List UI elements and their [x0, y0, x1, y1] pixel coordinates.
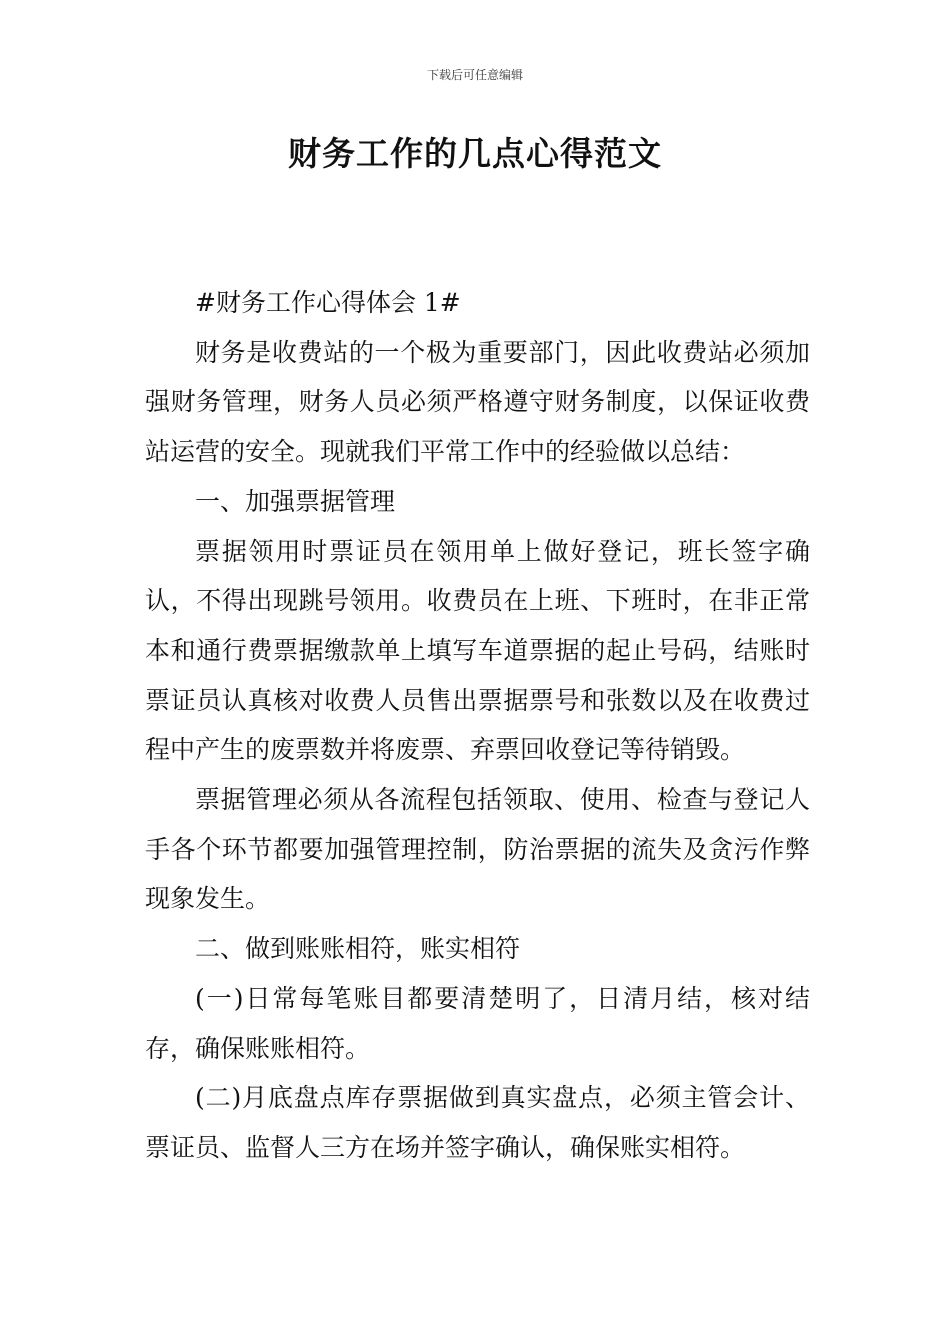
- paragraph: (二)月底盘点库存票据做到真实盘点，必须主管会计、票证员、监督人三方在场并签字确认，确保账实相符。: [145, 1083, 810, 1162]
- paragraph: 票据领用时票证员在领用单上做好登记，班长签字确认，不得出现跳号领用。收费员在上班、下班时，在非正常本和通行费票据缴款单上填写车道票据的起止号码，结账时票证员认真核对收费人员售出票据票号和张数以及在收费过程中产生的废票数并将废票、弃票回收登记等待销毁。: [145, 536, 810, 765]
- paragraph: 财务是收费站的一个极为重要部门，因此收费站必须加强财务管理，财务人员必须严格遵守财务制度，以保证收费站运营的安全。现就我们平常工作中的经验做以总结：: [145, 337, 810, 467]
- paragraph: (一)日常每笔账目都要清楚明了，日清月结，核对结存，确保账账相符。: [145, 983, 810, 1063]
- document-title: 财务工作的几点心得范文: [288, 134, 662, 173]
- paragraph: 票据管理必须从各流程包括领取、使用、检查与登记人手各个环节都要加强管理控制，防治票据的流失及贪污作弊现象发生。: [145, 785, 810, 914]
- paragraph-subheading: 一、加强票据管理: [195, 486, 396, 516]
- document-body: [145, 278, 810, 1173]
- paragraph-subheading: 二、做到账账相符，账实相符: [195, 934, 521, 964]
- header-note: 下载后可任意编辑: [426, 68, 523, 82]
- paragraph-section-heading: #财务工作心得体会 1#: [195, 288, 461, 317]
